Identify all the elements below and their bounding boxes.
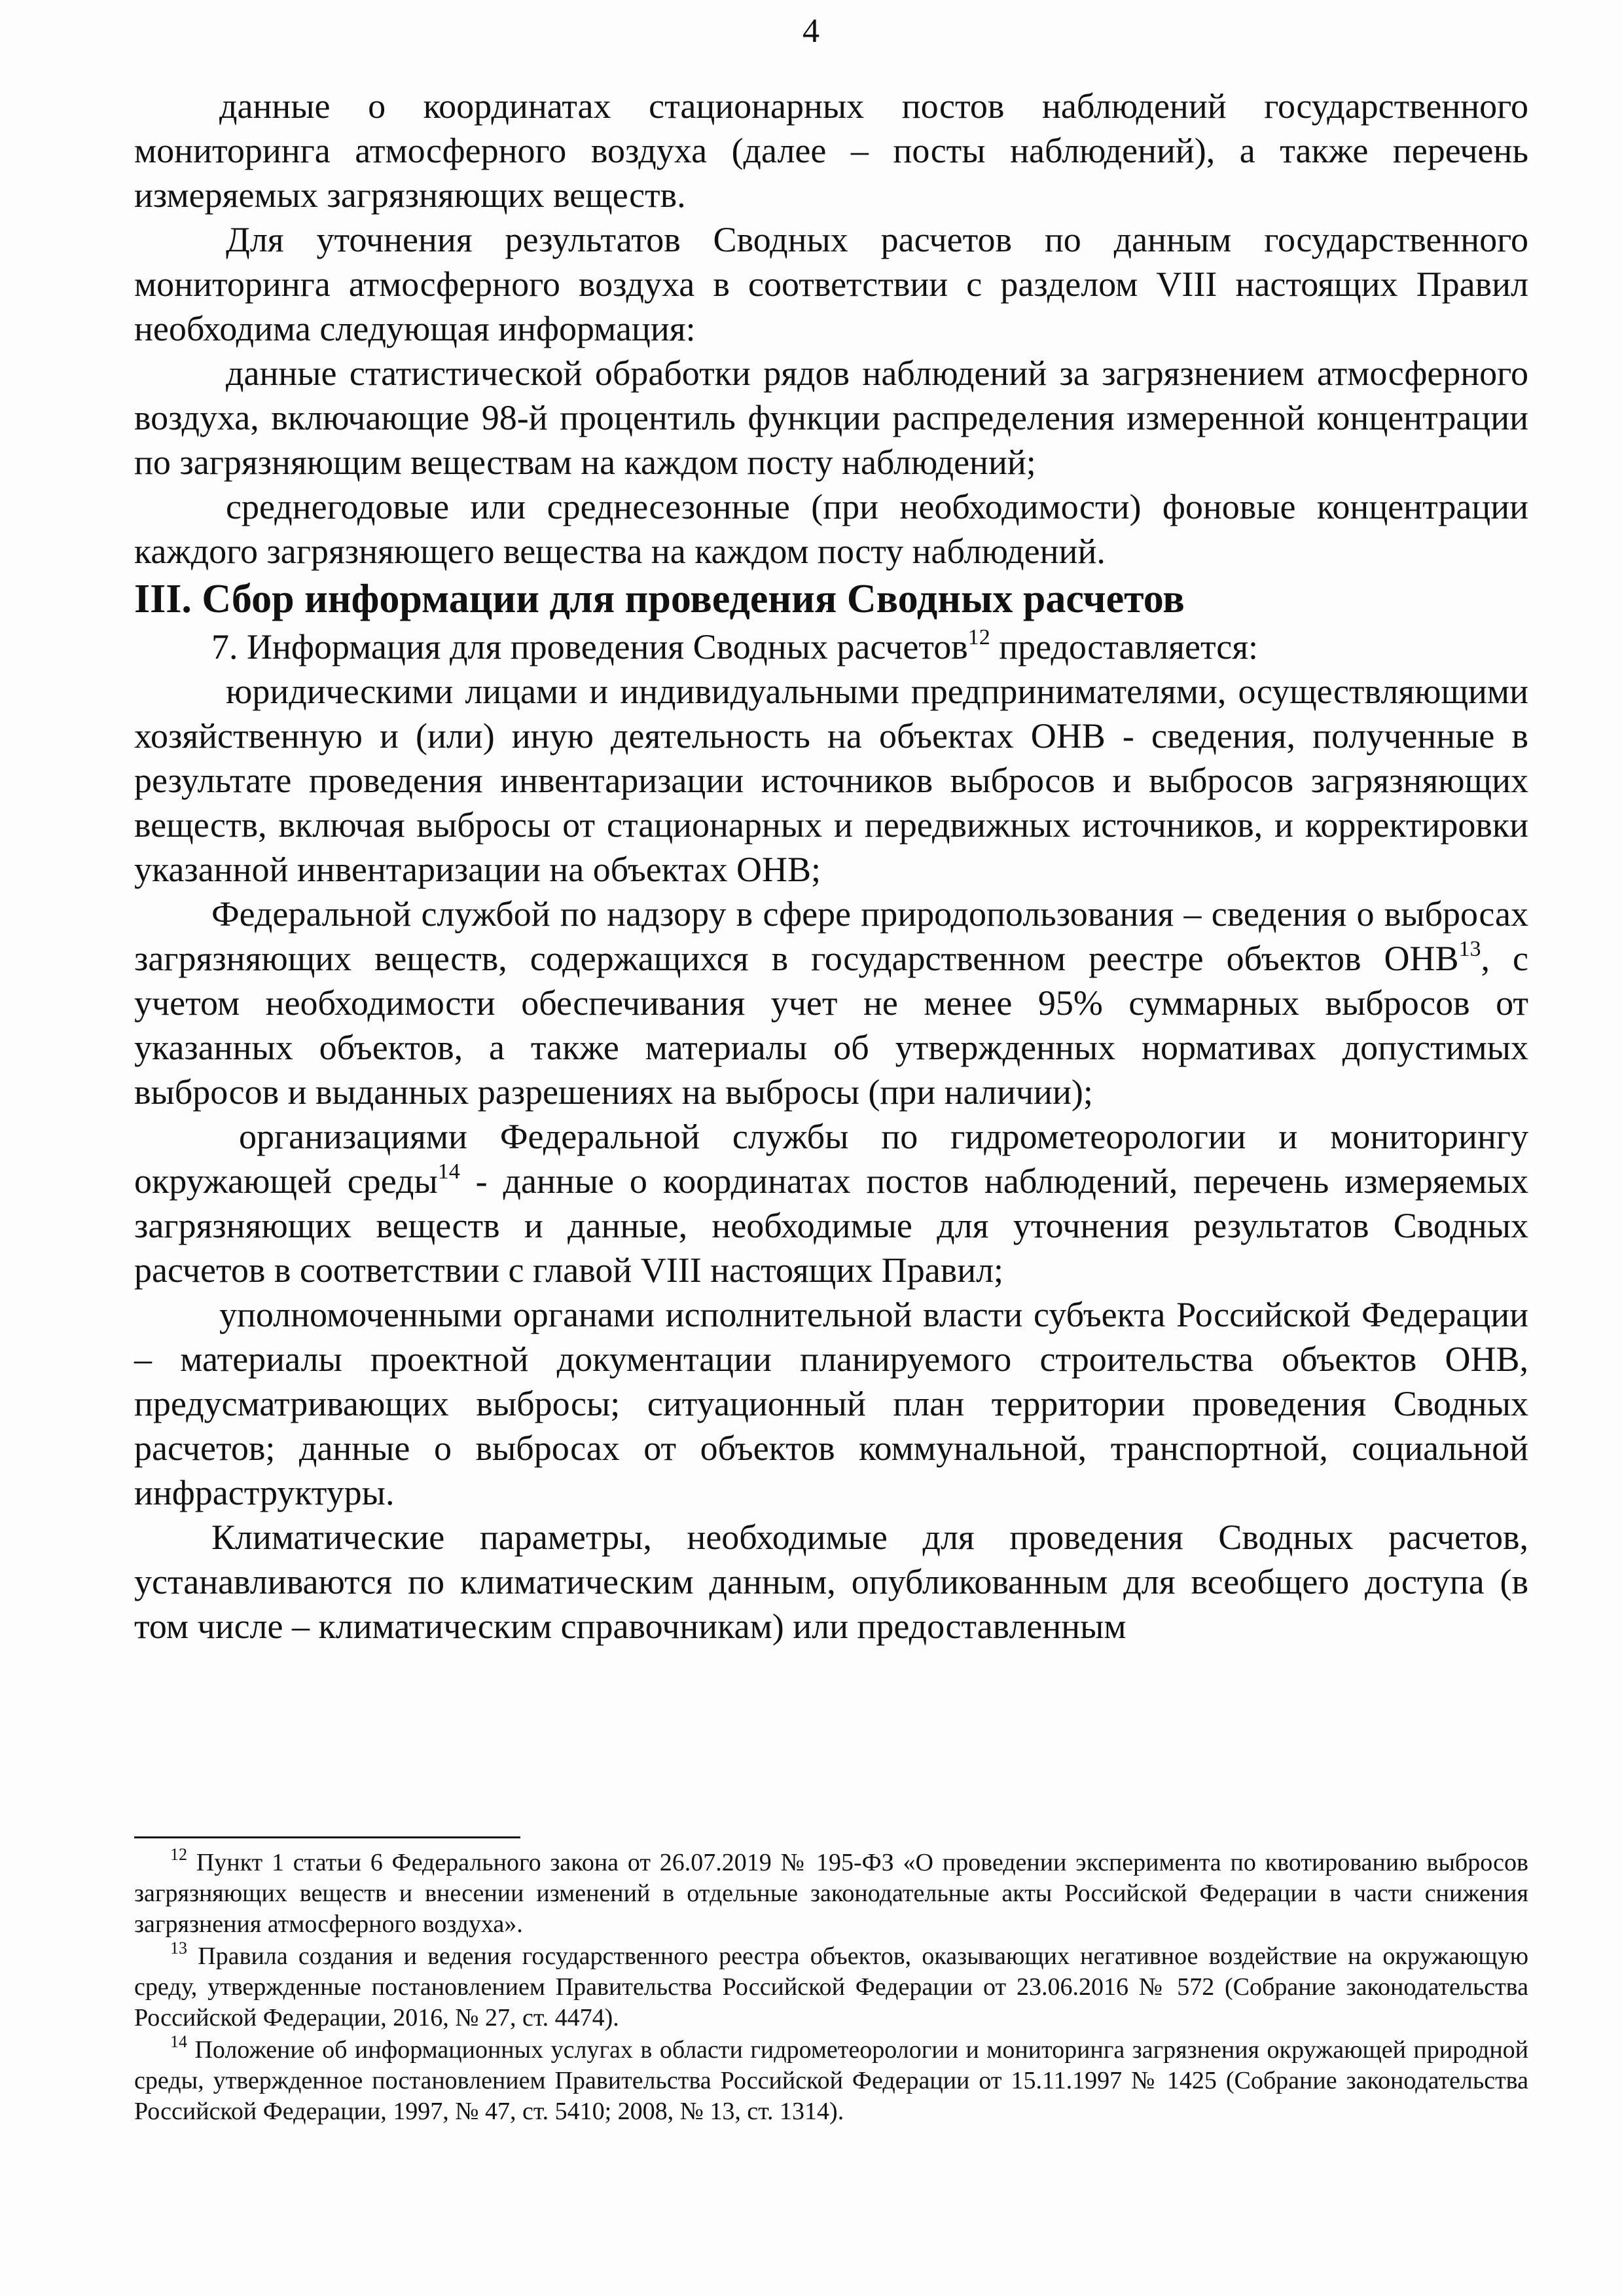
footnotes (134, 1845, 1528, 2128)
paragraph-legal-entities: юридическими лицами и индивидуальными предпринимателями, осуществляющими хозяйственную и (или) иную деятельность на объектах ОНВ - сведения, полученные в результате проведения инвентаризации источников выбросов и выбросов загрязняющих веществ, включая выбросы от стационарных и передвижных источников, и корректировки указанной инвентаризации на объектах ОНВ; (134, 672, 1528, 889)
item-7-text-end: предоставляется: (990, 627, 1259, 666)
paragraph-statistical-data: данные статистической обработки рядов наблюдений за загрязнением атмосферного воздуха, включающие 98-й процентиль функции распределения измеренной концентрации по загрязняющим веществам на каждом посту наблюдений; (134, 354, 1528, 482)
footnote-13 (134, 1941, 1528, 2033)
paragraph-hydromet (134, 1114, 1528, 1292)
footnote-12 (134, 1845, 1528, 1940)
footnote-ref-14: 14 (437, 1159, 460, 1184)
footnote-ref-12: 12 (967, 625, 990, 649)
page-number: 4 (802, 12, 820, 50)
item-7-text: 7. Информация для проведения Сводных расчетов (211, 627, 968, 666)
footnote-12-text: Пункт 1 статьи 6 Федерального закона от 26.07.2019 № 195-ФЗ «О проведении эксперимента по квотированию выбросов загрязняющих веществ и внесении изменений в отдельные законодательные акты Российской Федерации в части снижения загрязнения атмосферного воздуха». (134, 1849, 1528, 1938)
paragraph-federal-service (134, 892, 1528, 1114)
paragraph-monitoring-coordinates: данные о координатах стационарных постов наблюдений государственного мониторинга атмосферного воздуха (далее – посты наблюдений), а также перечень измеряемых загрязняющих веществ. (134, 86, 1528, 215)
hydromet-text: организациями Федеральной службы по гидрометеорологии и мониторингу окружающей среды (134, 1117, 1528, 1201)
federal-service-text-end: , с учетом необходимости обеспечивания учет не менее 95% суммарных выбросов от указанных объектов, а также материалы об утвержденных нормативах допустимых выбросов и выданных разрешениях на выбросы (при наличии); (134, 939, 1528, 1112)
footnote-14-marker: 14 (170, 2032, 187, 2051)
item-7 (134, 625, 1528, 669)
paragraph-climate: Климатические параметры, необходимые для проведения Сводных расчетов, устанавливаются по климатическим данным, опубликованным для всеобщего доступа (в том числе – климатическим справочникам) или предоставленным (134, 1518, 1528, 1646)
paragraph-authorities: уполномоченными органами исполнительной власти субъекта Российской Федерации – материалы проектной документации планируемого строительства объектов ОНВ, предусматривающих выбросы; ситуационный план территории проведения Сводных расчетов; данные о выбросах от объектов коммунальной, транспортной, социальной инфраструктуры. (134, 1295, 1528, 1512)
document-body (134, 84, 1528, 1649)
footnote-13-text: Правила создания и ведения государственного реестра объектов, оказывающих негативное воздействие на окружающую среду, утвержденные постановлением Правительства Российской Федерации от 23.06.2016 № 572 (Собрание законодательства Российской Федерации, 2016, № 27, ст. 4474). (134, 1942, 1528, 2032)
footnote-ref-13: 13 (1458, 937, 1481, 961)
hydromet-text-end: - данные о координатах постов наблюдений, перечень измеряемых загрязняющих веществ и данные, необходимые для уточнения результатов Сводных расчетов в соответствии с главой VIII настоящих Правил; (134, 1161, 1528, 1290)
paragraph-background-concentrations: среднегодовые или среднесезонные (при необходимости) фоновые концентрации каждого загрязняющего вещества на каждом посту наблюдений. (134, 487, 1528, 571)
footnote-13-marker: 13 (170, 1939, 187, 1958)
federal-service-text: Федеральной службой по надзору в сфере природопользования – сведения о выбросах загрязняющих веществ, содержащихся в государственном реестре объектов ОНВ (134, 894, 1528, 978)
section-heading: III. Сбор информации для проведения Сводных расчетов (134, 577, 1185, 621)
footnote-14-text: Положение об информационных услугах в области гидрометеорологии и мониторинга загрязнения окружающей природной среды, утвержденное постановлением Правительства Российской Федерации от 15.11.1997 № 1425 (Собрание законодательства Российской Федерации, 1997, № 47, ст. 5410; 2008, № 13, ст. 1314). (134, 2036, 1528, 2125)
footnote-separator (134, 1836, 520, 1838)
paragraph-refinement-info: Для уточнения результатов Сводных расчетов по данным государственного мониторинга атмосферного воздуха в соответствии с разделом VIII настоящих Правил необходима следующая информация: (134, 220, 1528, 348)
footnote-14 (134, 2032, 1528, 2127)
footnote-12-marker: 12 (170, 1845, 187, 1864)
